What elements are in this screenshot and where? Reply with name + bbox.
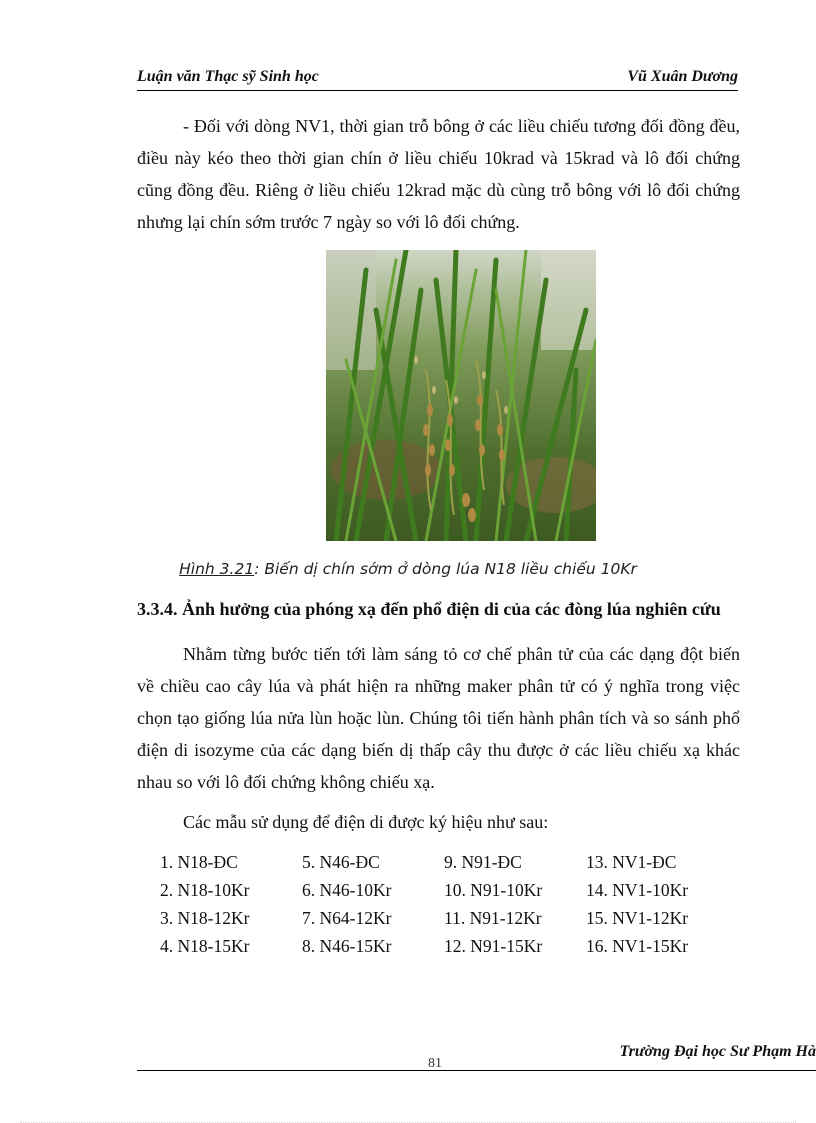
sample-item: 1. N18-ĐC [160, 852, 238, 872]
sample-item: 8. N46-15Kr [302, 936, 392, 956]
sample-item: 16. NV1-15Kr [586, 936, 689, 956]
sample-item: 10. N91-10Kr [444, 880, 543, 900]
sample-item: 5. N46-ĐC [302, 852, 380, 872]
figure-label: Hình 3.21 [179, 560, 255, 578]
sample-item: 7. N64-12Kr [302, 908, 392, 928]
figure-caption-text: : Biến dị chín sớm ở dòng lúa N18 liều chiếu 10Kr [254, 560, 637, 578]
footer-rule [137, 1070, 816, 1071]
header-thesis-title: Luận văn Thạc sỹ Sinh học [137, 68, 319, 85]
section-title: 3.3.4. Ảnh hưởng của phóng xạ đến phổ điện di của các đòng lúa nghiên cứu [137, 599, 721, 619]
sample-item: 15. NV1-12Kr [586, 908, 689, 928]
sample-item: 9. N91-ĐC [444, 852, 522, 872]
header-author: Vũ Xuân Dương [627, 68, 738, 85]
sample-item: 11. N91-12Kr [444, 908, 542, 928]
footer-school: Trường Đại học Sư Phạm Hà [619, 1043, 816, 1060]
sample-item: 4. N18-15Kr [160, 936, 250, 956]
paragraph-purpose: Nhằm từng bước tiến tới làm sáng tỏ cơ chế phân tử của các dạng đột biến về chiều cao cây lúa và phát hiện ra những maker phân tử có ý nghĩa trong việc chọn tạo giống lúa nửa lùn hoặc lùn. Chúng tôi tiến hành phân tích và so sánh phổ điện di isozyme của các dạng biến dị thấp cây thu được ở các liều chiếu xạ khác nhau so với lô đối chứng không chiếu xạ. [137, 644, 740, 792]
sample-item: 3. N18-12Kr [160, 908, 250, 928]
rice-photo [326, 250, 596, 541]
sample-item: 2. N18-10Kr [160, 880, 250, 900]
figure-caption [0, 560, 816, 578]
page-number: 81 [428, 1056, 442, 1071]
paragraph-samples-intro: Các mẫu sử dụng để điện di được ký hiệu như sau: [183, 812, 549, 832]
sample-item: 13. NV1-ĐC [586, 852, 677, 872]
sample-item: 6. N46-10Kr [302, 880, 392, 900]
sample-item: 14. NV1-10Kr [586, 880, 689, 900]
paragraph-nv1: - Đối với dòng NV1, thời gian trỗ bông ở các liều chiếu tương đối đồng đều, điều này kéo theo thời gian chín ở liều chiếu 10krad và 15krad và lô đối chứng cũng đồng đều. Riêng ở liều chiếu 12krad mặc dù cùng trỗ bông với lô đối chứng nhưng lại chín sớm trước 7 ngày so với lô đối chứng. [137, 116, 740, 232]
sample-list [160, 848, 728, 960]
sample-item: 12. N91-15Kr [444, 936, 543, 956]
page-header [137, 64, 738, 91]
